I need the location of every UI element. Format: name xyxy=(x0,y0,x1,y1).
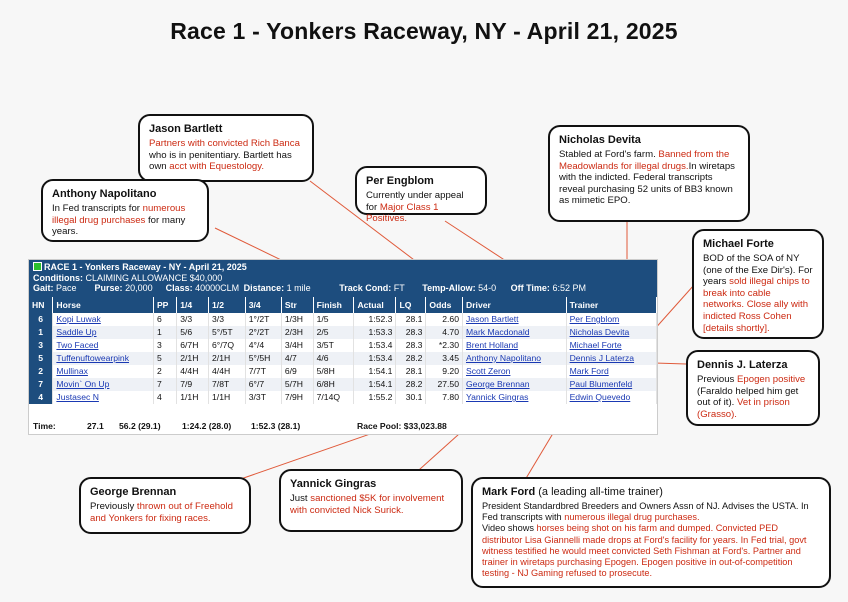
cell-fin: 6/8H xyxy=(313,378,354,391)
note-laterza-text-3: (Faraldo helped him get out of it). xyxy=(697,385,799,409)
note-devita-text-3: In wiretaps with the indicted. Federal transcripts reveal purchasing 52 units of BB3 known as mimetic EPO. xyxy=(559,160,735,207)
gait-label: Gait: xyxy=(33,283,54,293)
cell-trainer xyxy=(566,313,656,326)
cell-pp: 3 xyxy=(153,339,176,352)
cell-q1: 4/4H xyxy=(177,365,209,378)
cell-driver xyxy=(463,339,567,352)
cell-q3: 4°/4 xyxy=(245,339,281,352)
conditions-label: Conditions: xyxy=(33,272,83,283)
note-gingras-text-2: sanctioned $5K for involvement with convicted Nick Surick. xyxy=(290,493,445,516)
table-row xyxy=(29,378,657,391)
cell-horse xyxy=(53,313,154,326)
note-devita-text-1: Stabled at Ford's farm. xyxy=(559,149,659,160)
cell-q3: 5°/5H xyxy=(245,352,281,365)
cell-str: 7/9H xyxy=(281,391,313,404)
horse-link[interactable]: Kopi Luwak xyxy=(56,314,101,324)
cell-trainer xyxy=(566,339,656,352)
cell-q3: 2°/2T xyxy=(245,326,281,339)
note-ford-name-row xyxy=(482,485,820,499)
purse-value: 20,000 xyxy=(125,283,153,293)
off-time-value: 6:52 PM xyxy=(552,283,586,293)
horse-link[interactable]: Tuffenuftowearpink xyxy=(56,353,130,363)
note-forte-text-1: BOD of the SOA of NY (one of the Exe Dir's). For years xyxy=(703,253,813,288)
cell-horse xyxy=(53,326,154,339)
cell-q2: 1/1H xyxy=(209,391,246,404)
note-ford-text-3: Video shows xyxy=(482,523,537,534)
race-title: RACE 1 - Yonkers Raceway - NY - April 21, 2025 xyxy=(44,262,247,272)
trainer-link[interactable]: Michael Forte xyxy=(569,340,622,350)
note-bartlett xyxy=(138,114,314,182)
cell-q3: 1°/2T xyxy=(245,313,281,326)
temp-label: Temp-Allow: xyxy=(422,283,476,293)
cell-q1: 7/9 xyxy=(177,378,209,391)
cell-q3: 3/3T xyxy=(245,391,281,404)
conditions-row xyxy=(33,273,653,284)
conditions-value: CLAIMING ALLOWANCE $40,000 xyxy=(85,272,223,283)
note-bartlett-text-1: Partners with convicted Rich Banca xyxy=(149,138,300,149)
cell-horse xyxy=(53,352,154,365)
column-header: Odds xyxy=(426,297,463,313)
cell-pp: 4 xyxy=(153,391,176,404)
cell-driver xyxy=(463,326,567,339)
note-napolitano-text-1: In Fed transcripts for xyxy=(52,203,143,214)
column-header: Driver xyxy=(463,297,567,313)
horse-link[interactable]: Justasec N xyxy=(56,392,99,402)
cell-odds: 7.80 xyxy=(426,391,463,404)
track-value: FT xyxy=(393,283,405,293)
column-header: 3/4 xyxy=(245,297,281,313)
cell-str: 3/4H xyxy=(281,339,313,352)
results-body xyxy=(29,313,657,404)
cell-odds: 3.45 xyxy=(426,352,463,365)
race-pool: Race Pool: $33,023.88 xyxy=(357,421,447,431)
column-header: 1/2 xyxy=(209,297,246,313)
cell-fin: 5/8H xyxy=(313,365,354,378)
class-label: Class: xyxy=(165,283,193,293)
note-napolitano-text-2: numerous illegal drug purchases xyxy=(52,203,186,226)
note-engblom-name: Per Engblom xyxy=(366,175,434,187)
race-title-row xyxy=(33,262,653,273)
cell-horse xyxy=(53,339,154,352)
cell-q1: 6/7H xyxy=(177,339,209,352)
trainer-link[interactable]: Paul Blumenfeld xyxy=(569,379,633,389)
cell-act: 1:54.1 xyxy=(354,378,396,391)
table-row xyxy=(29,313,657,326)
driver-link[interactable]: Mark Macdonald xyxy=(466,327,530,337)
note-laterza-name: Dennis J. Laterza xyxy=(697,359,788,371)
note-devita xyxy=(548,125,750,222)
horse-link[interactable]: Two Faced xyxy=(56,340,99,350)
cell-hn: 5 xyxy=(29,352,53,365)
note-bartlett-text-2: who is in penitentiary. Bartlett has own xyxy=(149,149,292,173)
cell-q3: 7/7T xyxy=(245,365,281,378)
status-square-icon xyxy=(33,262,42,271)
cell-str: 5/7H xyxy=(281,378,313,391)
cell-fin: 7/14Q xyxy=(313,391,354,404)
note-forte-name: Michael Forte xyxy=(703,238,774,250)
cell-q2: 4/4H xyxy=(209,365,246,378)
cell-q2: 6°/7Q xyxy=(209,339,246,352)
table-row xyxy=(29,326,657,339)
cell-lq: 28.2 xyxy=(396,378,426,391)
note-engblom-text-2: Major Class 1 Positives. xyxy=(366,201,439,225)
cell-odds: 27.50 xyxy=(426,378,463,391)
cell-fin: 3/5T xyxy=(313,339,354,352)
cell-lq: 28.3 xyxy=(396,326,426,339)
table-row xyxy=(29,339,657,352)
note-ford-text-4: horses being shot on his farm and dumped. Convicted PED distributor Lisa Giannelli made drops at Ford's facility for years. In Fed trial, govt witness testified he would meet convicted Seth Fishman at Ford's. Partner and trainer in wiretaps purchasing Epogen. Epogen positive in out-of-competition testing - NJ Gaming refused to prosecute. xyxy=(482,523,807,579)
temp-value: 54-0 xyxy=(478,283,497,293)
note-brennan-text-1: Previously xyxy=(90,501,137,512)
note-napolitano-text-3: for many years. xyxy=(52,214,186,238)
note-engblom-text-1: Currently under appeal for xyxy=(366,190,464,213)
cell-hn: 3 xyxy=(29,339,53,352)
note-ford xyxy=(471,477,831,588)
cell-act: 1:54.1 xyxy=(354,365,396,378)
cell-q1: 2/1H xyxy=(177,352,209,365)
cell-str: 1/3H xyxy=(281,313,313,326)
driver-link[interactable]: Anthony Napolitano xyxy=(466,353,542,363)
cell-hn: 7 xyxy=(29,378,53,391)
note-ford-subtitle: (a leading all-time trainer) xyxy=(535,486,663,498)
note-forte xyxy=(692,229,824,339)
trainer-link[interactable]: Per Engblom xyxy=(569,314,620,324)
horse-link[interactable]: Movin` On Up xyxy=(56,379,110,389)
column-header: Horse xyxy=(53,297,154,313)
cell-pp: 2 xyxy=(153,365,176,378)
note-napolitano-name: Anthony Napolitano xyxy=(52,188,157,200)
cell-q2: 3/3 xyxy=(209,313,246,326)
cell-lq: 28.2 xyxy=(396,352,426,365)
note-laterza-text-1: Previous xyxy=(697,374,737,385)
trainer-link[interactable]: Dennis J Laterza xyxy=(569,353,635,363)
cell-trainer xyxy=(566,378,656,391)
cell-trainer xyxy=(566,352,656,365)
cell-lq: 28.3 xyxy=(396,339,426,352)
note-bartlett-name: Jason Bartlett xyxy=(149,123,223,135)
cell-act: 1:53.3 xyxy=(354,326,396,339)
cell-hn: 4 xyxy=(29,391,53,404)
cell-pp: 5 xyxy=(153,352,176,365)
note-napolitano xyxy=(41,179,209,242)
race-info-row xyxy=(33,283,653,294)
cell-horse xyxy=(53,365,154,378)
cell-fin: 4/6 xyxy=(313,352,354,365)
driver-link[interactable]: Scott Zeron xyxy=(466,366,511,376)
page-title: Race 1 - Yonkers Raceway, NY - April 21, 2025 xyxy=(170,18,678,44)
time-three-quarter: 1:24.2 (28.0) xyxy=(182,421,232,431)
results-header-row xyxy=(29,297,657,313)
cell-trainer xyxy=(566,391,656,404)
horse-link[interactable]: Mullinax xyxy=(56,366,88,376)
cell-act: 1:55.2 xyxy=(354,391,396,404)
note-laterza xyxy=(686,350,820,426)
driver-link[interactable]: Brent Holland xyxy=(466,340,519,350)
cell-q2: 2/1H xyxy=(209,352,246,365)
cell-horse xyxy=(53,391,154,404)
cell-q2: 7/8T xyxy=(209,378,246,391)
cell-driver xyxy=(463,365,567,378)
note-gingras-name: Yannick Gingras xyxy=(290,478,377,490)
cell-driver xyxy=(463,391,567,404)
trainer-link[interactable]: Edwin Quevedo xyxy=(569,392,631,402)
column-header: Actual xyxy=(354,297,396,313)
cell-q2: 5°/5T xyxy=(209,326,246,339)
cell-odds: 2.60 xyxy=(426,313,463,326)
cell-lq: 30.1 xyxy=(396,391,426,404)
table-row xyxy=(29,352,657,365)
cell-hn: 1 xyxy=(29,326,53,339)
driver-link[interactable]: Yannick Gingras xyxy=(466,392,529,402)
note-gingras-text-1: Just xyxy=(290,493,311,504)
cell-horse xyxy=(53,378,154,391)
cell-fin: 1/5 xyxy=(313,313,354,326)
note-ford-name: Mark Ford xyxy=(482,486,536,498)
table-row xyxy=(29,391,657,404)
cell-q1: 1/1H xyxy=(177,391,209,404)
driver-link[interactable]: Jason Bartlett xyxy=(466,314,519,324)
time-half: 56.2 (29.1) xyxy=(119,421,161,431)
cell-q1: 3/3 xyxy=(177,313,209,326)
cell-act: 1:53.4 xyxy=(354,339,396,352)
off-time-label: Off Time: xyxy=(510,283,550,293)
cell-odds: 9.20 xyxy=(426,365,463,378)
note-devita-text-2: Banned from the Meadowlands for illegal drugs. xyxy=(559,149,730,172)
cell-hn: 2 xyxy=(29,365,53,378)
note-laterza-text-2: Epogen positive xyxy=(737,374,806,385)
note-forte-text-2: sold illegal chips to break into cable networks. Close ally with indicted Ross Cohen [details shortly]. xyxy=(703,276,810,334)
note-ford-text-1: President Standardbred Breeders and Owners Assn of NJ. Advises the USTA. In Fed transcripts with xyxy=(482,501,809,523)
cell-str: 4/7 xyxy=(281,352,313,365)
cell-lq: 28.1 xyxy=(396,313,426,326)
cell-odds: 4.70 xyxy=(426,326,463,339)
class-value: 40000CLM xyxy=(195,283,240,293)
note-gingras xyxy=(279,469,463,532)
cell-pp: 6 xyxy=(153,313,176,326)
cell-act: 1:53.4 xyxy=(354,352,396,365)
cell-trainer xyxy=(566,326,656,339)
note-brennan-name: George Brennan xyxy=(90,486,177,498)
cell-q3: 6°/7 xyxy=(245,378,281,391)
cell-pp: 1 xyxy=(153,326,176,339)
cell-odds: *2.30 xyxy=(426,339,463,352)
distance-value: 1 mile xyxy=(286,283,311,293)
table-row xyxy=(29,365,657,378)
times-label: Time: xyxy=(33,421,56,431)
note-bartlett-text-3: acct with Equestology. xyxy=(166,161,265,173)
driver-link[interactable]: George Brennan xyxy=(466,379,530,389)
cell-lq: 28.1 xyxy=(396,365,426,378)
trainer-link[interactable]: Nicholas Devita xyxy=(569,327,630,337)
note-engblom xyxy=(355,166,487,225)
cell-fin: 2/5 xyxy=(313,326,354,339)
note-brennan-text-2: thrown out of Freehold and Yonkers for fixing races. xyxy=(90,501,233,524)
cell-str: 6/9 xyxy=(281,365,313,378)
column-header: HN xyxy=(29,297,53,313)
cell-trainer xyxy=(566,365,656,378)
cell-str: 2/3H xyxy=(281,326,313,339)
cell-driver xyxy=(463,313,567,326)
column-header: Str xyxy=(281,297,313,313)
race-results-panel xyxy=(28,259,658,435)
time-final: 1:52.3 (28.1) xyxy=(251,421,301,431)
purse-label: Purse: xyxy=(94,283,123,293)
note-brennan xyxy=(79,477,251,534)
column-header: LQ xyxy=(396,297,426,313)
trainer-link[interactable]: Mark Ford xyxy=(569,366,609,376)
time-quarter: 27.1 xyxy=(87,421,104,431)
note-devita-name: Nicholas Devita xyxy=(559,134,641,146)
column-header: 1/4 xyxy=(177,297,209,313)
cell-pp: 7 xyxy=(153,378,176,391)
cell-hn: 6 xyxy=(29,313,53,326)
distance-label: Distance: xyxy=(243,283,285,293)
note-ford-text-2: numerous illegal drug purchases. xyxy=(564,512,700,523)
race-header xyxy=(29,260,657,297)
track-label: Track Cond: xyxy=(339,283,392,293)
results-table xyxy=(29,297,657,404)
cell-driver xyxy=(463,352,567,365)
column-header: Trainer xyxy=(566,297,656,313)
gait-value: Pace xyxy=(56,283,77,293)
horse-link[interactable]: Saddle Up xyxy=(56,327,97,337)
note-laterza-text-4: Vet in prison (Grasso). xyxy=(697,397,790,420)
column-header: Finish xyxy=(313,297,354,313)
column-header: PP xyxy=(153,297,176,313)
cell-act: 1:52.3 xyxy=(354,313,396,326)
cell-q1: 5/6 xyxy=(177,326,209,339)
cell-driver xyxy=(463,378,567,391)
